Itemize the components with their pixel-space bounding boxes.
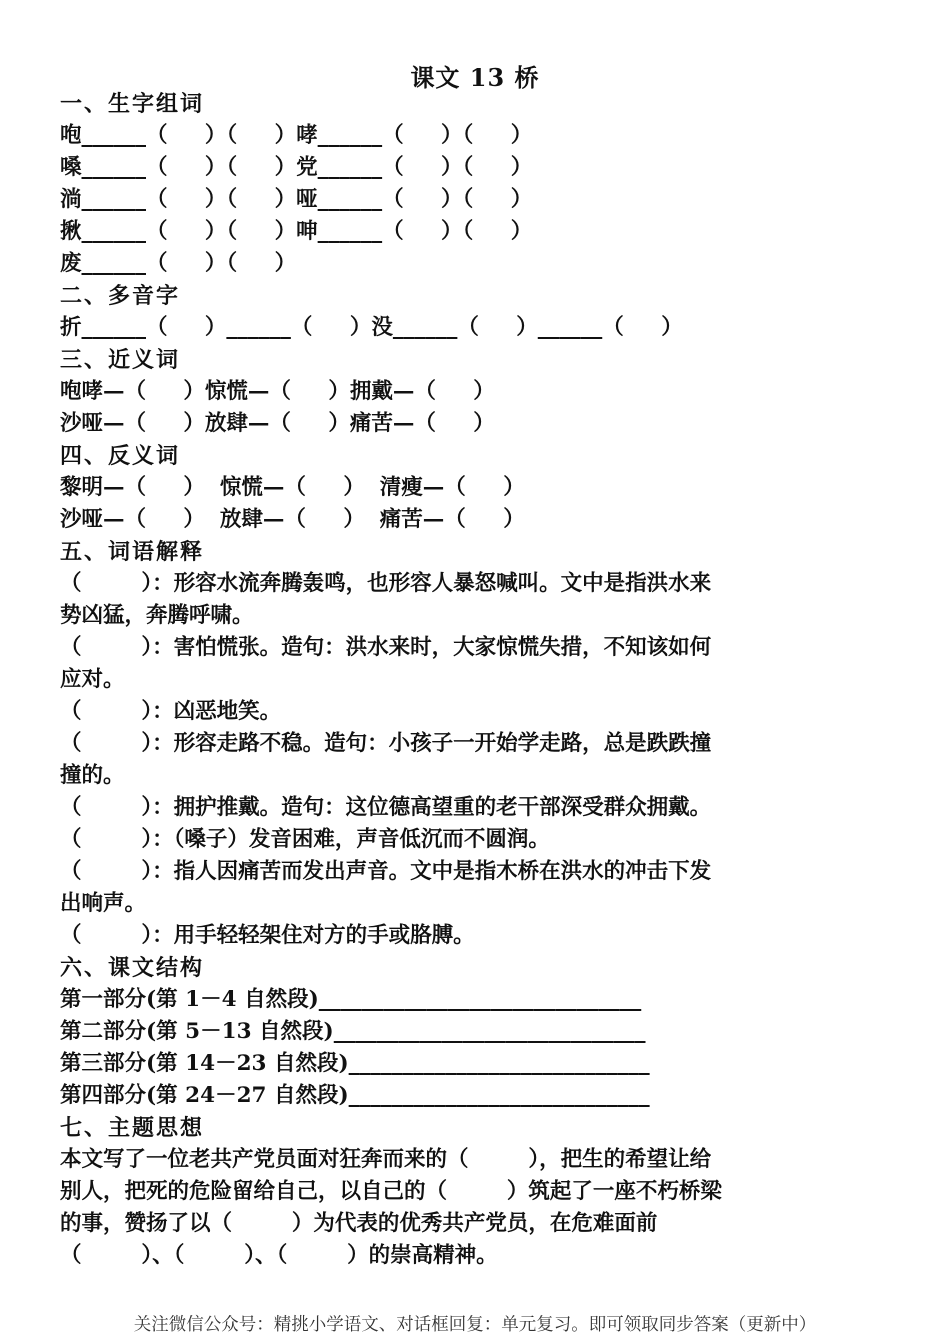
s6-row: 第四部分(第 24－27 自然段)____________________________ bbox=[60, 1083, 650, 1108]
s5-row: （ ）：害怕慌张。造句：洪水来时，大家惊慌失措，不知该如何 bbox=[60, 635, 712, 660]
s6-row: 第一部分(第 1－4 自然段)______________________________ bbox=[60, 987, 642, 1012]
s7-row: 别人，把死的危险留给自己，以自己的（ ）筑起了一座不朽桥梁 bbox=[60, 1179, 722, 1204]
s4-row: 沙哑—（ ） 放肆—（ ） 痛苦—（ ） bbox=[60, 507, 525, 532]
s2-row: 折______（ ）______（ ）没______（ ）______（ ） bbox=[60, 315, 683, 340]
footer-note: 关注微信公众号：精挑小学语文、对话框回复：单元复习。即可领取同步答案（更新中） bbox=[133, 1315, 817, 1335]
s5-row: 势凶猛，奔腾呼啸。 bbox=[60, 603, 254, 628]
s6-row: 第三部分(第 14－23 自然段)____________________________ bbox=[60, 1051, 650, 1076]
section-heading-5: 五、词语解释 bbox=[60, 539, 205, 565]
s5-row: （ ）：拥护推戴。造句：这位德高望重的老干部深受群众拥戴。 bbox=[60, 795, 712, 820]
s1-row: 嗓______（ ）（ ）党______（ ）（ ） bbox=[60, 155, 533, 180]
s6-row: 第二部分(第 5－13 自然段)_____________________________ bbox=[60, 1019, 646, 1044]
s1-row: 揪______（ ）（ ）呻______（ ）（ ） bbox=[60, 219, 533, 244]
s1-row: 咆______（ ）（ ）哮______（ ）（ ） bbox=[60, 123, 533, 148]
section-heading-6: 六、课文结构 bbox=[60, 955, 205, 981]
s5-row: （ ）：形容水流奔腾轰鸣，也形容人暴怒喊叫。文中是指洪水来 bbox=[60, 571, 712, 596]
s5-row: 应对。 bbox=[60, 667, 125, 692]
s7-row: 本文写了一位老共产党员面对狂奔而来的（ ），把生的希望让给 bbox=[60, 1147, 712, 1172]
s5-row: （ ）：用手轻轻架住对方的手或胳膊。 bbox=[60, 923, 475, 948]
section-heading-3: 三、近义词 bbox=[60, 347, 181, 373]
s1-row: 废______（ ）（ ） bbox=[60, 251, 297, 276]
s7-row: （ ）、（ ）、（ ）的崇高精神。 bbox=[60, 1243, 498, 1268]
section-heading-2: 二、多音字 bbox=[60, 283, 181, 309]
s5-row: 出响声。 bbox=[60, 891, 147, 916]
section-heading-1: 一、生字组词 bbox=[60, 91, 205, 117]
section-heading-7: 七、主题思想 bbox=[60, 1115, 205, 1141]
page-title: 课文 13 桥 bbox=[410, 63, 540, 92]
s5-row: （ ）：指人因痛苦而发出声音。文中是指木桥在洪水的冲击下发 bbox=[60, 859, 712, 884]
s7-row: 的事，赞扬了以（ ）为代表的优秀共产党员，在危难面前 bbox=[60, 1211, 658, 1236]
s4-row: 黎明—（ ） 惊慌—（ ） 清瘦—（ ） bbox=[60, 475, 525, 500]
s5-row: （ ）：（嗓子）发音困难，声音低沉而不圆润。 bbox=[60, 827, 550, 852]
s3-row: 咆哮—（ ）惊慌—（ ）拥戴—（ ） bbox=[60, 379, 495, 404]
s5-row: （ ）：形容走路不稳。造句：小孩子一开始学走路，总是跌跌撞 bbox=[60, 731, 712, 756]
section-heading-4: 四、反义词 bbox=[60, 443, 181, 469]
s5-row: 撞的。 bbox=[60, 763, 125, 788]
s5-row: （ ）：凶恶地笑。 bbox=[60, 699, 282, 724]
s3-row: 沙哑—（ ）放肆—（ ）痛苦—（ ） bbox=[60, 411, 495, 436]
s1-row: 淌______（ ）（ ）哑______（ ）（ ） bbox=[60, 187, 533, 212]
